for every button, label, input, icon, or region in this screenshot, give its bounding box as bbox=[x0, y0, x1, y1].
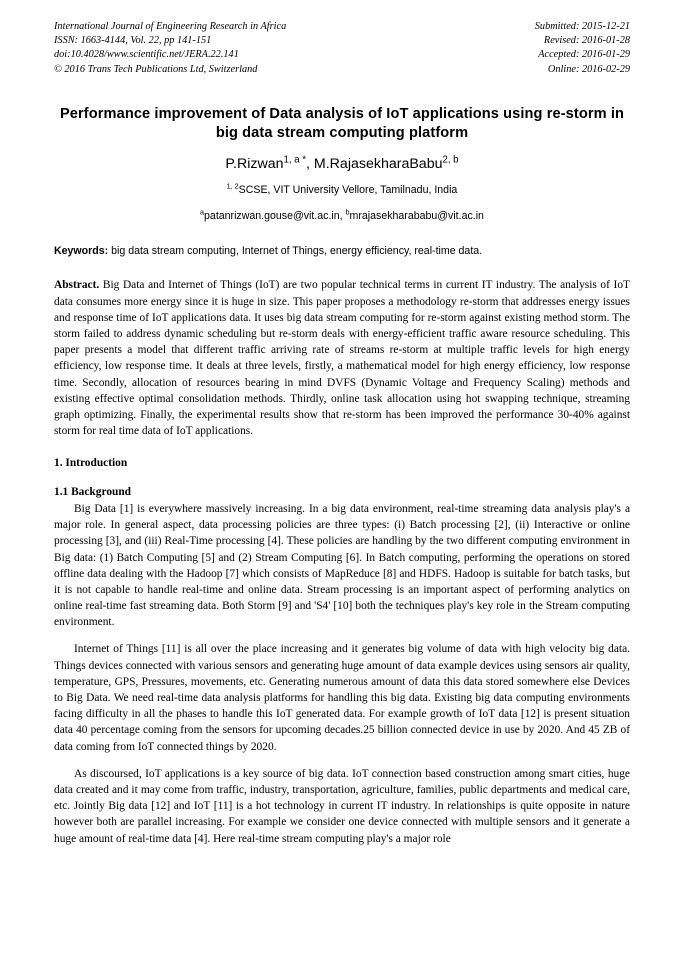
journal-copyright: © 2016 Trans Tech Publications Ltd, Switzerland bbox=[54, 63, 258, 75]
author-1-name: P.Rizwan bbox=[225, 155, 284, 172]
author-1-superscript: 1, a * bbox=[283, 153, 307, 165]
page-title: Performance improvement of Data analysis of IoT applications using re-storm in big data stream computing platform bbox=[59, 105, 625, 142]
author-2-superscript: 2, b bbox=[442, 153, 459, 165]
affiliation bbox=[54, 181, 630, 198]
affiliation-superscript: 1, 2 bbox=[226, 181, 239, 191]
journal-doi: doi:10.4028/www.scientific.net/JERA.22.141 bbox=[54, 49, 239, 61]
journal-header bbox=[54, 20, 630, 77]
journal-name: International Journal of Engineering Research in Africa bbox=[54, 21, 287, 32]
date-online: Online: 2016-02-29 bbox=[547, 63, 630, 75]
author-emails bbox=[54, 207, 630, 224]
journal-issn: ISSN: 1663-4144, Vol. 22, pp 141-151 bbox=[54, 35, 212, 47]
abstract-text: Big Data and Internet of Things (IoT) are two popular technical terms in current IT industry. The analysis of IoT data consumes more energy since it is huge in size. This paper proposes a methodology re-storm that addresses energy issues and response time of IoT applications data. It uses big data stream computing for re-storm against existing method storm. The storm failed to address dynamic scheduling but re-storm deals with energy-efficient traffic aware resource scheduling. This paper presents a model that different traffic arriving rate of streams re-storm at multiple traffic levels for high energy efficiency, low response time. It deals at three levels, firstly, a mathematical model for high energy efficiency, low response time. Secondly, allocation of resources bearing in mind DVFS (Dynamic Voltage and Frequency Scaling) methods and existing effective optimal consolidation methods. Thirdly, online task allocation using hot swapping technique, streaming graph optimizing. Finally, the experimental results show that re-storm has been improved the performance 30-40% against storm for real time data of IoT applications. bbox=[54, 279, 630, 438]
abstract-label: Abstract. bbox=[54, 279, 100, 292]
keywords-text: big data stream computing, Internet of Things, energy efficiency, real-time data. bbox=[108, 244, 483, 257]
email-2-superscript: b bbox=[345, 207, 350, 217]
date-submitted: Submitted: 2015-12-21 bbox=[534, 21, 630, 32]
keywords-line bbox=[54, 244, 630, 259]
title-block bbox=[54, 105, 630, 224]
abstract-paragraph bbox=[54, 277, 630, 439]
author-separator: , bbox=[306, 155, 314, 172]
journal-header-right bbox=[535, 20, 630, 77]
subsection-heading-background: 1.1 Background bbox=[54, 486, 132, 499]
body-paragraph-3: As discoursed, IoT applications is a key source of big data. IoT connection based construction among smart cities, huge data created and it may come from traffic, industry, transportation, agriculture, families, public departments and medical care, etc. Jointly Big data [12] and IoT [11] is a hot technology in current IT industry. In relationships is quite opposite in nature however both are parallel increasing. For example we consider one device connected with multiple sensors and it generate a huge amount of real-time data [4]. Here real-time stream computing play's a major role bbox=[54, 767, 630, 845]
email-1-superscript: a bbox=[200, 207, 205, 217]
date-accepted: Accepted: 2016-01-29 bbox=[538, 49, 630, 61]
keywords-label: Keywords: bbox=[54, 244, 109, 257]
section-heading-introduction: 1. Introduction bbox=[54, 457, 128, 470]
date-revised: Revised: 2016-01-28 bbox=[543, 35, 630, 47]
email-2: mrajasekharababu@vit.ac.in bbox=[349, 209, 484, 222]
body-paragraph-2: Internet of Things [11] is all over the place increasing and it generates big volume of data with high velocity big data. Things devices connected with various sensors and generating huge amount of data example devices using sensors air quality, temperature, GPS, Pressures, movements, etc. Generating numerous amount of data this data stored somewhere else Devices to Big Data. We need real-time data analysis platforms for handling this big data. Existing big data computing environments facing difficulty in all the phases to handle this IoT generated data. For example growth of IoT data [12] is present situation data 40 percentage coming from the sensors for upcoming decades.25 billion connected device in use by 2020. And 45 ZB of data coming from IoT connected things by 2020. bbox=[54, 643, 630, 753]
author-list bbox=[54, 155, 630, 173]
journal-header-left bbox=[54, 20, 286, 77]
author-2-name: M.RajasekharaBabu bbox=[313, 155, 443, 172]
body-paragraph-1: Big Data [1] is everywhere massively increasing. In a big data environment, real-time streaming data analysis play's a major role. In general aspect, data processing policies are three types: (i) Batch processing [2], (ii) Interactive or online processing [3], and (iii) Real-Time processing [4]. These policies are handling by the two different computing environment in Big data: (1) Batch Computing [5] and (2) Stream Computing [6]. In Batch computing, performing the operations on stored offline data dealing with the Hadoop [7] which consists of MapReduce [8] and HDFS. Hadoop is suitable for batch tasks, but it is not capable to handle real-time and online data. Stream processing is an important aspect of performing analytics on online real-time fast streaming data. Both Storm [9] and 'S4' [10] both the techniques play's key role in the Stream computing environment. bbox=[54, 502, 630, 629]
email-1: patanrizwan.gouse@vit.ac.in, bbox=[204, 209, 346, 222]
affiliation-text: SCSE, VIT University Vellore, Tamilnadu, India bbox=[238, 184, 458, 197]
